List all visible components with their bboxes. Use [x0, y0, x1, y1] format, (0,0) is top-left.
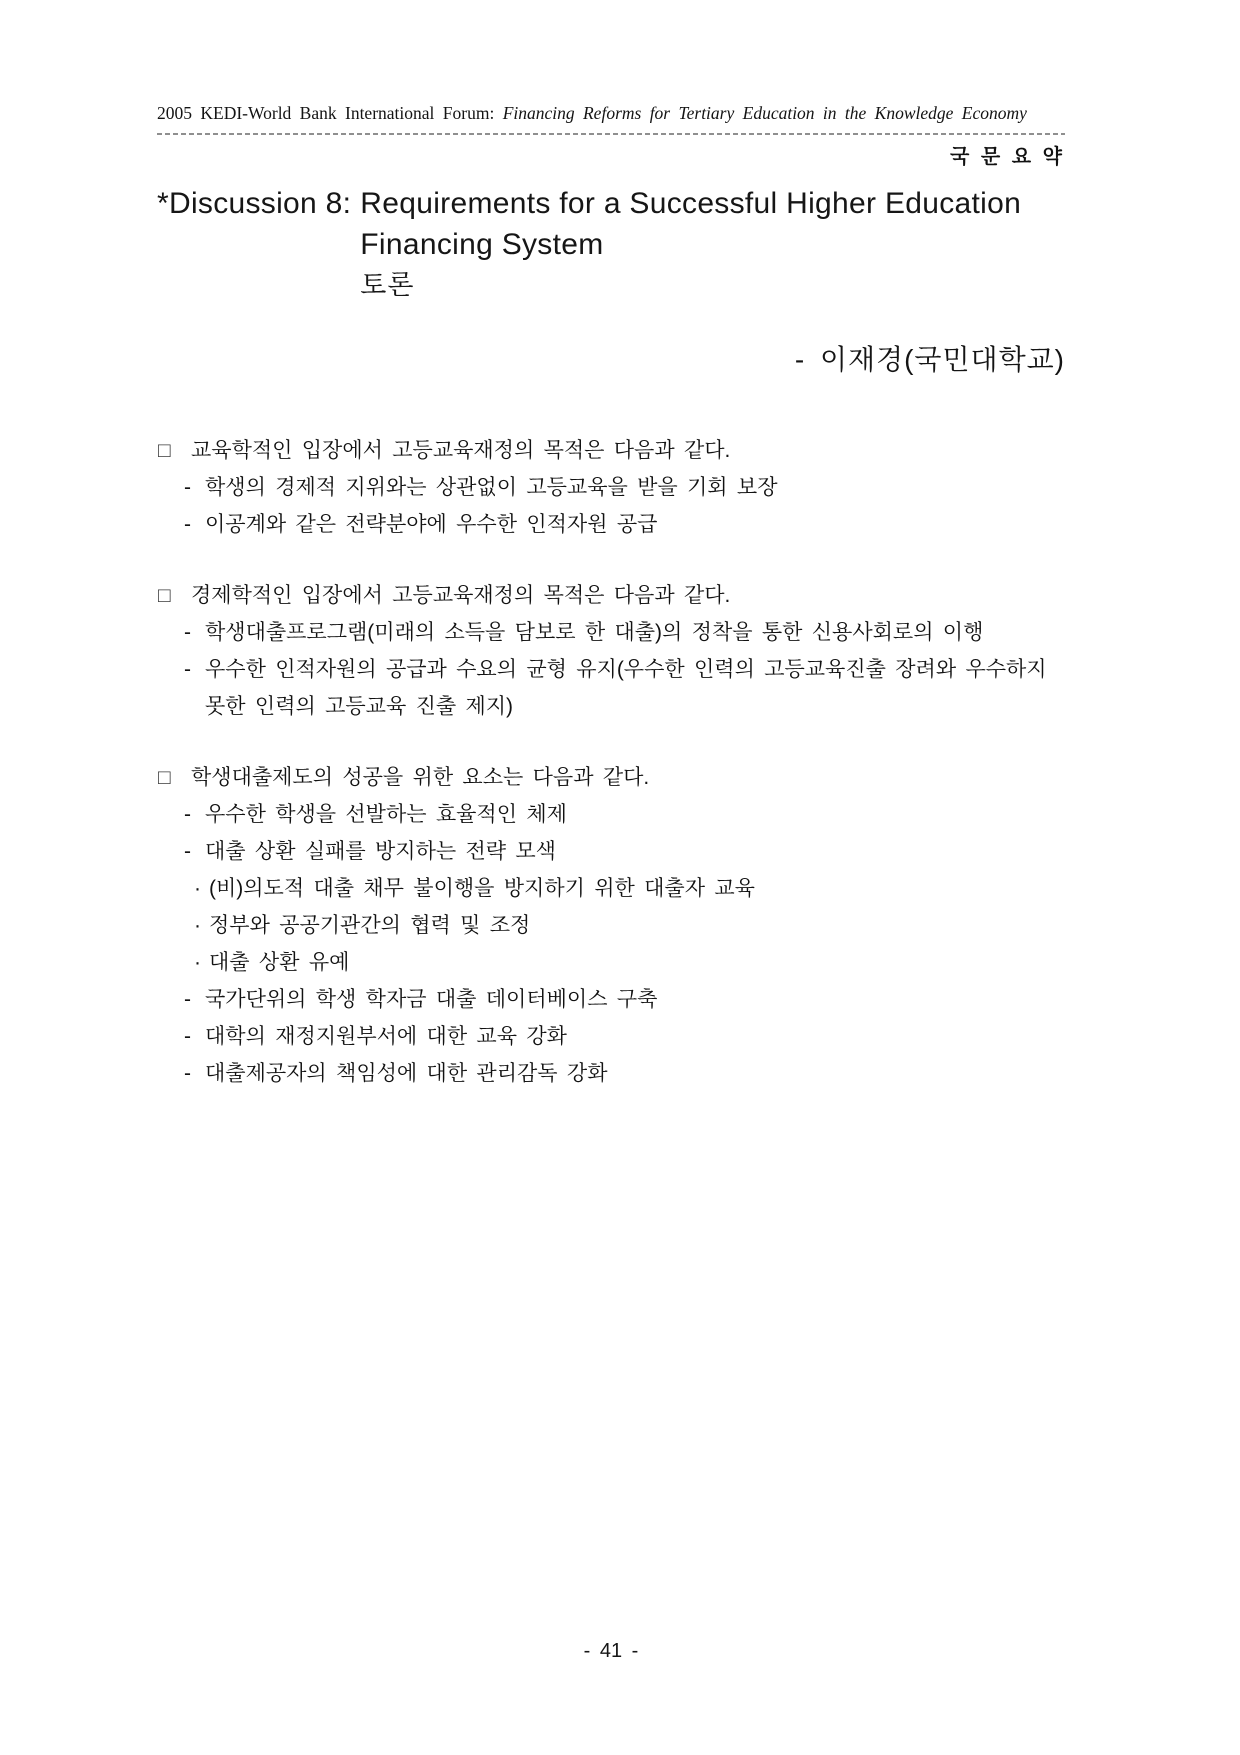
- list-item: [157, 469, 1065, 506]
- dot-bullet-icon: ·: [194, 951, 201, 974]
- section-heading-text: 학생대출제도의 성공을 위한 요소는 다음과 같다.: [191, 766, 650, 789]
- sub-list-item: [157, 870, 1065, 907]
- list-item: [157, 1055, 1065, 1092]
- author-line: - 이재경(국민대학교): [794, 344, 1065, 375]
- list-item-text: 대학의 재정지원부서에 대한 교육 강화: [205, 1025, 567, 1048]
- discussion-title-line1: Requirements for a Successful Higher Education: [360, 187, 1022, 220]
- list-item-text: 정부와 공공기관간의 협력 및 조정: [209, 914, 531, 937]
- dot-bullet-icon: ·: [194, 914, 201, 937]
- dot-bullet-icon: ·: [194, 877, 201, 900]
- square-bullet-icon: □: [158, 439, 171, 462]
- forum-title: [157, 103, 1065, 124]
- section-heading: [157, 577, 1065, 614]
- dash-bullet-icon: -: [184, 621, 191, 644]
- list-item: [157, 506, 1065, 543]
- square-bullet-icon: □: [158, 584, 171, 607]
- section-heading-text: 경제학적인 입장에서 고등교육재정의 목적은 다음과 같다.: [191, 584, 731, 607]
- dash-bullet-icon: -: [184, 476, 191, 499]
- list-item-text: 국가단위의 학생 학자금 대출 데이터베이스 구축: [205, 988, 658, 1011]
- sub-list-item: [157, 944, 1065, 981]
- discussion-title-line2: Financing System: [360, 228, 604, 261]
- list-item-text: 대출제공자의 책임성에 대한 관리감독 강화: [205, 1062, 608, 1085]
- section-pedagogical: [157, 432, 1065, 543]
- list-item: [157, 796, 1065, 833]
- page-number: - 41 -: [583, 1640, 639, 1662]
- header-divider-rule: [157, 133, 1065, 135]
- list-item-text: 우수한 인적자원의 공급과 수요의 균형 유지(우수한 인력의 고등교육진출 장려와 우수하지 못한 인력의 고등교육 진출 제지): [205, 658, 1047, 718]
- section-heading: [157, 432, 1065, 469]
- list-item-text: 우수한 학생을 선발하는 효율적인 체제: [205, 803, 567, 826]
- dash-bullet-icon: -: [184, 840, 191, 863]
- forum-title-italic: Financing Reforms for Tertiary Education in the Knowledge Economy: [502, 103, 1027, 123]
- list-item-text: 이공계와 같은 전략분야에 우수한 인적자원 공급: [205, 513, 658, 536]
- square-bullet-icon: □: [158, 766, 171, 789]
- list-item: [157, 1018, 1065, 1055]
- forum-title-roman: 2005 KEDI-World Bank International Forum:: [157, 103, 495, 123]
- dash-bullet-icon: -: [184, 658, 191, 681]
- list-item-text: (비)의도적 대출 채무 불이행을 방지하기 위한 대출자 교육: [209, 877, 755, 900]
- dash-bullet-icon: -: [184, 803, 191, 826]
- summary-body: [157, 432, 1065, 1092]
- dash-bullet-icon: -: [184, 513, 191, 536]
- list-item: [157, 833, 1065, 870]
- list-item-text: 대출 상환 유예: [209, 951, 350, 974]
- section-heading-text: 교육학적인 입장에서 고등교육재정의 목적은 다음과 같다.: [191, 439, 731, 462]
- section-economic: [157, 577, 1065, 725]
- discussion-title-korean: 토론: [360, 270, 415, 300]
- list-item-text: 학생의 경제적 지위와는 상관없이 고등교육을 받을 기회 보장: [205, 476, 778, 499]
- korean-summary-label: 국 문 요 약: [950, 146, 1065, 168]
- running-header: [157, 103, 1065, 169]
- list-item-text: 학생대출프로그램(미래의 소득을 담보로 한 대출)의 정착을 통한 신용사회로의 이행: [205, 621, 984, 644]
- list-item: [157, 651, 1065, 725]
- discussion-title: [360, 183, 1021, 306]
- sub-list-item: [157, 907, 1065, 944]
- list-item: [157, 614, 1065, 651]
- dash-bullet-icon: -: [184, 1025, 191, 1048]
- discussion-title-block: [157, 183, 1065, 378]
- dash-bullet-icon: -: [184, 988, 191, 1011]
- list-item: [157, 981, 1065, 1018]
- list-item-text: 대출 상환 실패를 방지하는 전략 모색: [205, 840, 556, 863]
- dash-bullet-icon: -: [184, 1062, 191, 1085]
- section-loan-success-factors: [157, 759, 1065, 1092]
- discussion-number: *Discussion 8:: [157, 187, 352, 220]
- section-heading: [157, 759, 1065, 796]
